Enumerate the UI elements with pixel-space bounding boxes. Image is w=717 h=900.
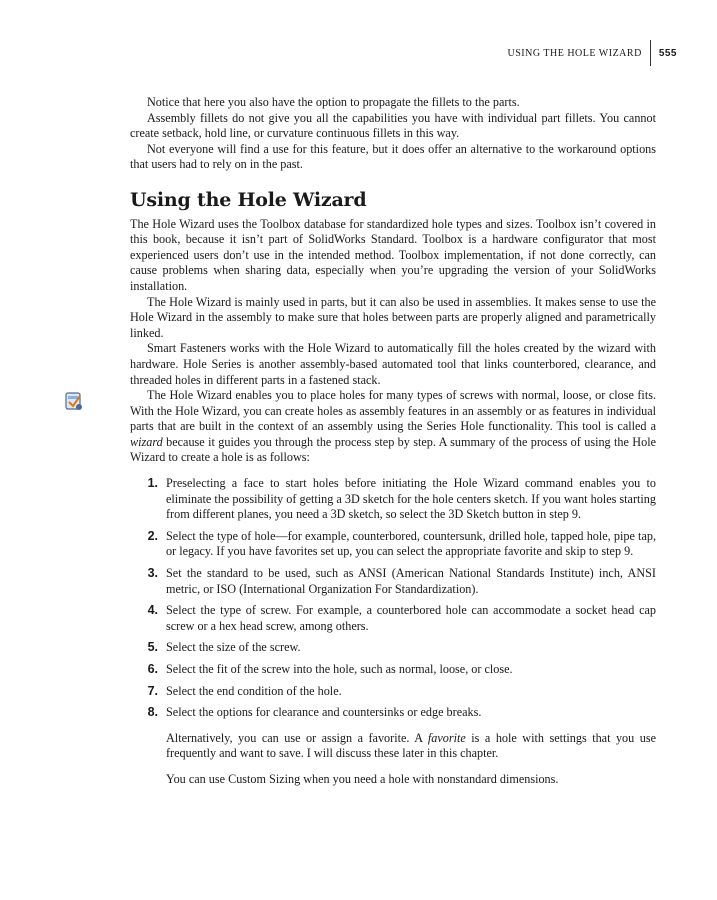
step-text: Select the fit of the screw into the hole, such as normal, loose, or close. — [166, 662, 513, 676]
running-title: USING THE HOLE WIZARD — [507, 47, 642, 59]
step-number: 3. — [147, 566, 158, 581]
section-paragraph-3: Smart Fasteners works with the Hole Wizard to automatically fill the holes created by the wizard with hardware. Hole Series is another assembly-based automated tool that links counterbored, clearance, and threaded holes in different parts in a fastened stack. — [130, 341, 656, 387]
list-item — [130, 684, 656, 700]
list-item — [130, 662, 656, 678]
step-number: 6. — [147, 662, 158, 676]
step-text: Select the end condition of the hole. — [166, 683, 342, 698]
list-item — [130, 566, 656, 597]
step-text: Select the type of hole—for example, counterbored, countersunk, drilled hole, tapped hole, pipe tap, or legacy. If you have favorites set up, you can select the appropriate favorite and skip to step 9. — [166, 528, 656, 559]
section-paragraph-4 — [130, 388, 656, 466]
fav-emphasis: favorite — [427, 730, 466, 745]
list-item — [130, 705, 656, 721]
list-item — [130, 603, 656, 634]
step-number: 1. — [147, 476, 158, 491]
section-paragraph-1: The Hole Wizard uses the Toolbox database for standardized hole types and sizes. Toolbox isn’t covered in this book, because it isn’t part of SolidWorks Standard. Toolbox is a hardware configurator that most experienced users don’t use in the intended method. Toolbox implementation, if not done correctly, can cause problems when sharing data, especially when you’re upgrading the version of your SolidWorks installation. — [130, 216, 656, 293]
step-text: Select the options for clearance and countersinks or edge breaks. — [166, 705, 482, 720]
list-item — [130, 476, 656, 523]
list-item — [130, 640, 656, 656]
list-continuation — [166, 731, 656, 788]
fav-text-a: Alternatively, you can use or assign a favorite. A — [166, 730, 428, 745]
p4-text-b: because it guides you through the process step by step. A summary of the process of using the Hole Wizard to create a hole is as follows: — [130, 434, 656, 465]
intro-paragraph-1: Notice that here you also have the option to propagate the fillets to the parts. — [147, 95, 520, 109]
step-text: Set the standard to be used, such as ANSI (American National Standards Institute) inch, ANSI metric, or ISO (International Organization For Standardization). — [166, 566, 656, 596]
custom-sizing-paragraph: You can use Custom Sizing when you need a hole with nonstandard dimensions. — [166, 771, 559, 786]
intro-paragraph-2: Assembly fillets do not give you all the capabilities you have with individual part fillets. You cannot create setback, hold line, or curvature continuous fillets in this way. — [130, 110, 656, 141]
running-head — [508, 40, 677, 66]
page-content — [130, 95, 656, 788]
favorite-paragraph — [166, 731, 656, 762]
section-heading: Using the Hole Wizard — [130, 188, 367, 211]
section-paragraph-2: The Hole Wizard is mainly used in parts, but it can also be used in assemblies. It makes sense to use the Hole Wizard in the assembly to make sure that holes between parts are properly aligned and parametrically linked. — [130, 294, 656, 340]
p4-emphasis: wizard — [130, 434, 163, 449]
step-number: 7. — [147, 683, 158, 698]
steps-list — [130, 476, 656, 721]
step-number: 8. — [147, 705, 158, 720]
header-divider — [650, 40, 651, 66]
list-item — [130, 529, 656, 560]
step-text: Select the size of the screw. — [166, 640, 301, 655]
page-number: 555 — [658, 47, 677, 59]
step-number: 2. — [147, 528, 158, 543]
step-number: 4. — [147, 603, 158, 618]
step-number: 5. — [147, 640, 158, 655]
fav-text-b: is a hole with settings that you use frequently and want to save. I will discuss these later in this chapter. — [166, 730, 656, 761]
new-feature-icon — [64, 390, 84, 412]
p4-text-a: The Hole Wizard enables you to place holes for many types of screws with normal, loose, or close fits. With the Hole Wizard, you can create holes as assembly features in an assembly or as features in individual parts that are built in the context of an assembly using the Series Hole functionality. This tool is called a — [130, 388, 656, 434]
intro-paragraph-3: Not everyone will find a use for this feature, but it does offer an alternative to the workaround options that users had to rely on in the past. — [130, 141, 656, 172]
step-text: Select the type of screw. For example, a counterbored hole can accommodate a socket head cap screw or a hex head screw, among others. — [166, 603, 656, 633]
step-text: Preselecting a face to start holes before initiating the Hole Wizard command enables you to eliminate the possibility of getting a 3D sketch for the hole centers sketch. If you want holes starting from different planes, you need a 3D sketch, so select the 3D Sketch button in step 9. — [166, 476, 656, 522]
